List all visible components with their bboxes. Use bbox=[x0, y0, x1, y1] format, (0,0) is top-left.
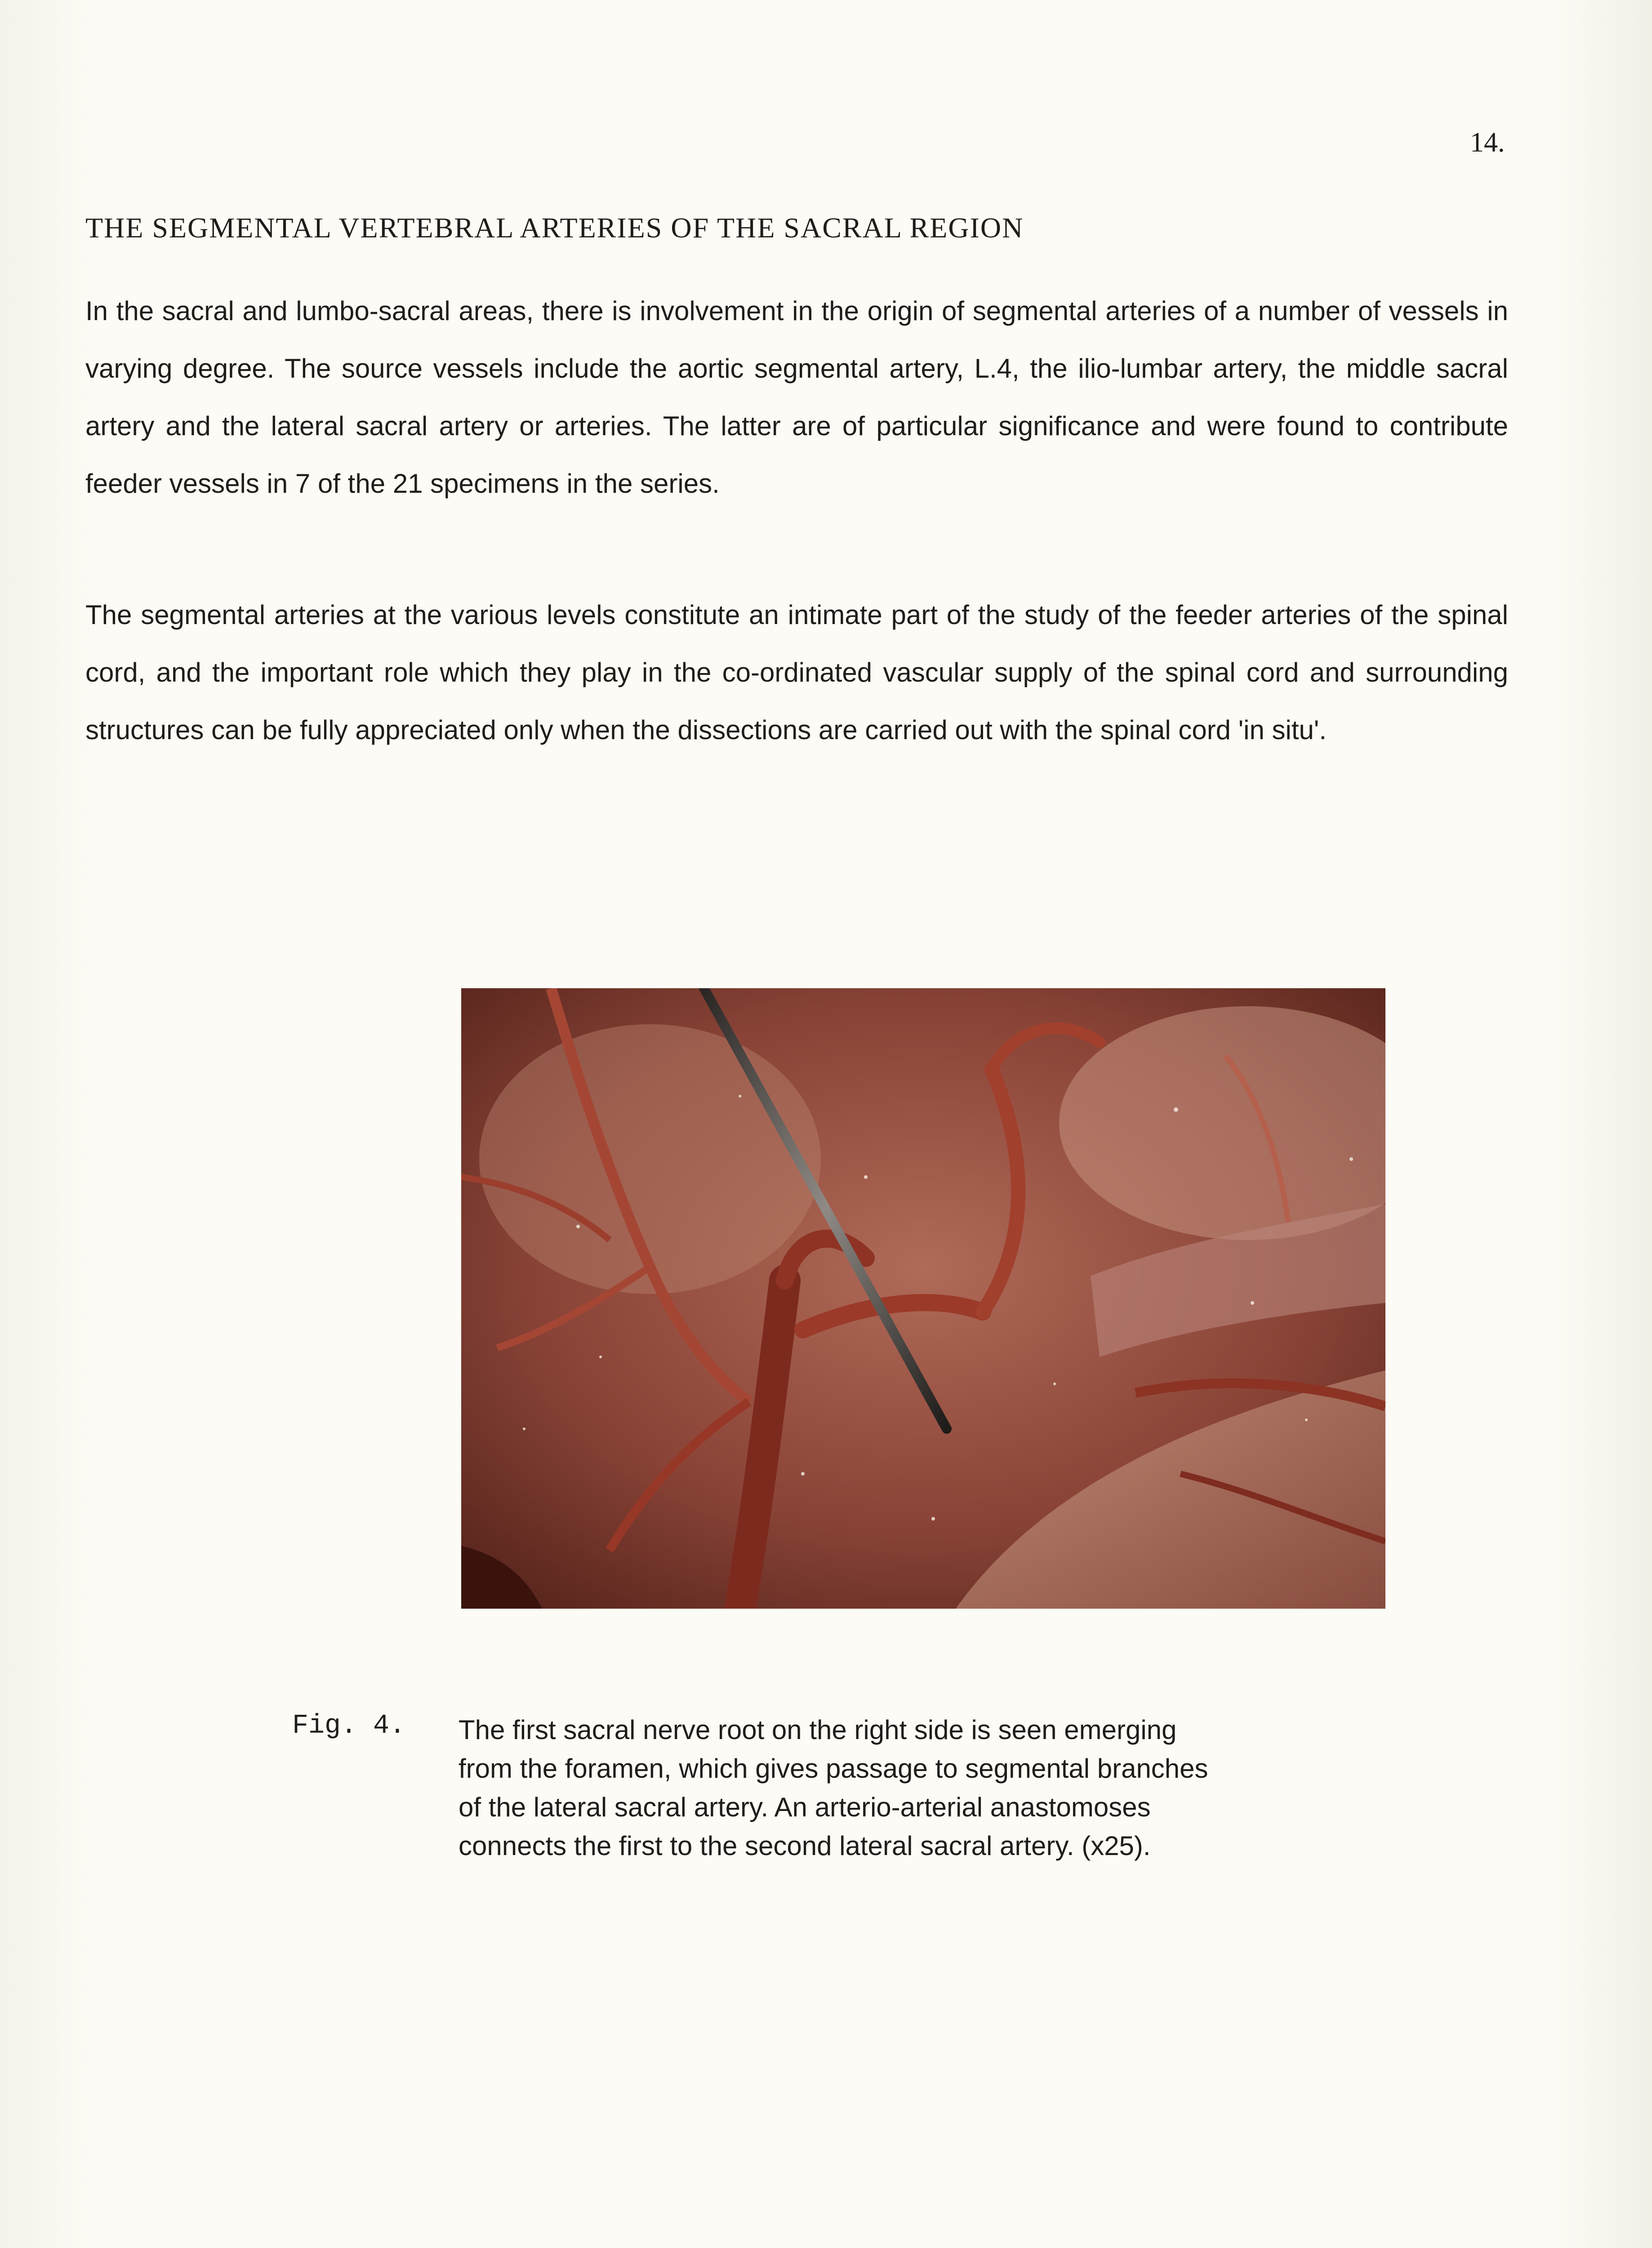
body-paragraph-1: In the sacral and lumbo-sacral areas, there is involvement in the origin of segmental arteries of a number of vessels in varying degree. The source vessels include the aortic segmental artery, L.4, the ilio-lumbar artery, the middle sacral artery and the lateral sacral artery or arteries. The latter are of particular significance and were found to contribute feeder vessels in 7 of the 21 specimens in the series. bbox=[85, 296, 1508, 499]
body-paragraph-2: The segmental arteries at the various levels constitute an intimate part of the study of the feeder arteries of the spinal cord, and the important role which they play in the co-ordinated vascular supply of the spinal cord and surrounding structures can be fully appreciated only when the dissections are carried out with the spinal cord 'in situ'. bbox=[85, 600, 1508, 745]
section-heading: THE SEGMENTAL VERTEBRAL ARTERIES OF THE SACRAL REGION bbox=[85, 212, 1024, 244]
dissection-photograph bbox=[461, 988, 1385, 1609]
page-number: 14. bbox=[1470, 127, 1505, 158]
figure-caption: The first sacral nerve root on the right side is seen emerging from the foramen, which gives passage to segmental branches of the lateral sacral artery. An arterio-arterial anastomoses connects the first to the second lateral sacral artery. (x25). bbox=[459, 1715, 1208, 1861]
figure-label: Fig. 4. bbox=[292, 1711, 406, 1741]
